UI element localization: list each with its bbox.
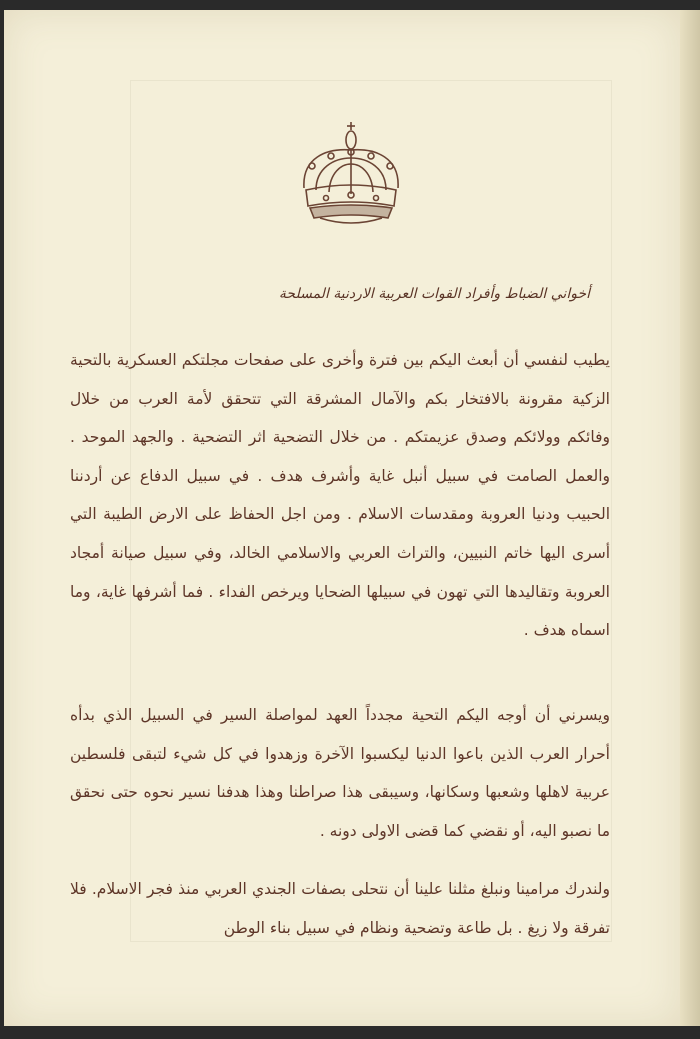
paragraph-3: ولندرك مرامينا ونبلغ مثلنا علينا أن نتحلى بصفات الجندي العربي منذ فجر الاسلام. فلا تفرقة ولا زيغ . بل طاعة وتضحية ونظام في سبيل بناء الوطن bbox=[70, 880, 610, 937]
paragraph-1: يطيب لنفسي أن أبعث اليكم بين فترة وأخرى على صفحات مجلتكم العسكرية بالتحية الزكية مقرونة بالافتخار بكم والآمال المشرقة التي تتحقق لأمة العرب من خلال وفائكم وولائكم وصدق عزيمتكم . من خلال التضحية اثر التضحية . والجهد الموحد . والعمل الصامت في سبيل أنبل غاية وأشرف هدف . في سبيل الدفاع عن أردننا الحبيب ودنيا العروبة ومقدسات الاسلام . ومن اجل الحفاظ على الارض الطيبة التي أسرى اليها خاتم النبيين، والتراث العربي والاسلامي الخالد، وفي سبيل صيانة أمجاد العروبة وتقاليدها التي تهون في سبيلها الضحايا ويرخص الفداء . فما أشرفها غاية، وما اسماه هدف . bbox=[70, 351, 610, 640]
page-edge bbox=[680, 10, 700, 1026]
salutation: أخواني الضباط وأفراد القوات العربية الاردنية المسلحة bbox=[278, 286, 590, 302]
paragraph-2: ويسرني أن أوجه اليكم التحية مجدداً العهد لمواصلة السير في السبيل الذي بدأه أحرار العرب الذين باعوا الدنيا ليكسبوا الآخرة وزهدوا في كل شيء لتبقى فلسطين عربية لاهلها وشعبها وسكانها، وسيبقى هذا صراطنا وهذا هدفنا نسير نحوه حتى نحقق ما نصبو اليه، أو نقضي كما قضى الاولى دونه . bbox=[70, 706, 610, 840]
crown-emblem bbox=[296, 118, 406, 228]
